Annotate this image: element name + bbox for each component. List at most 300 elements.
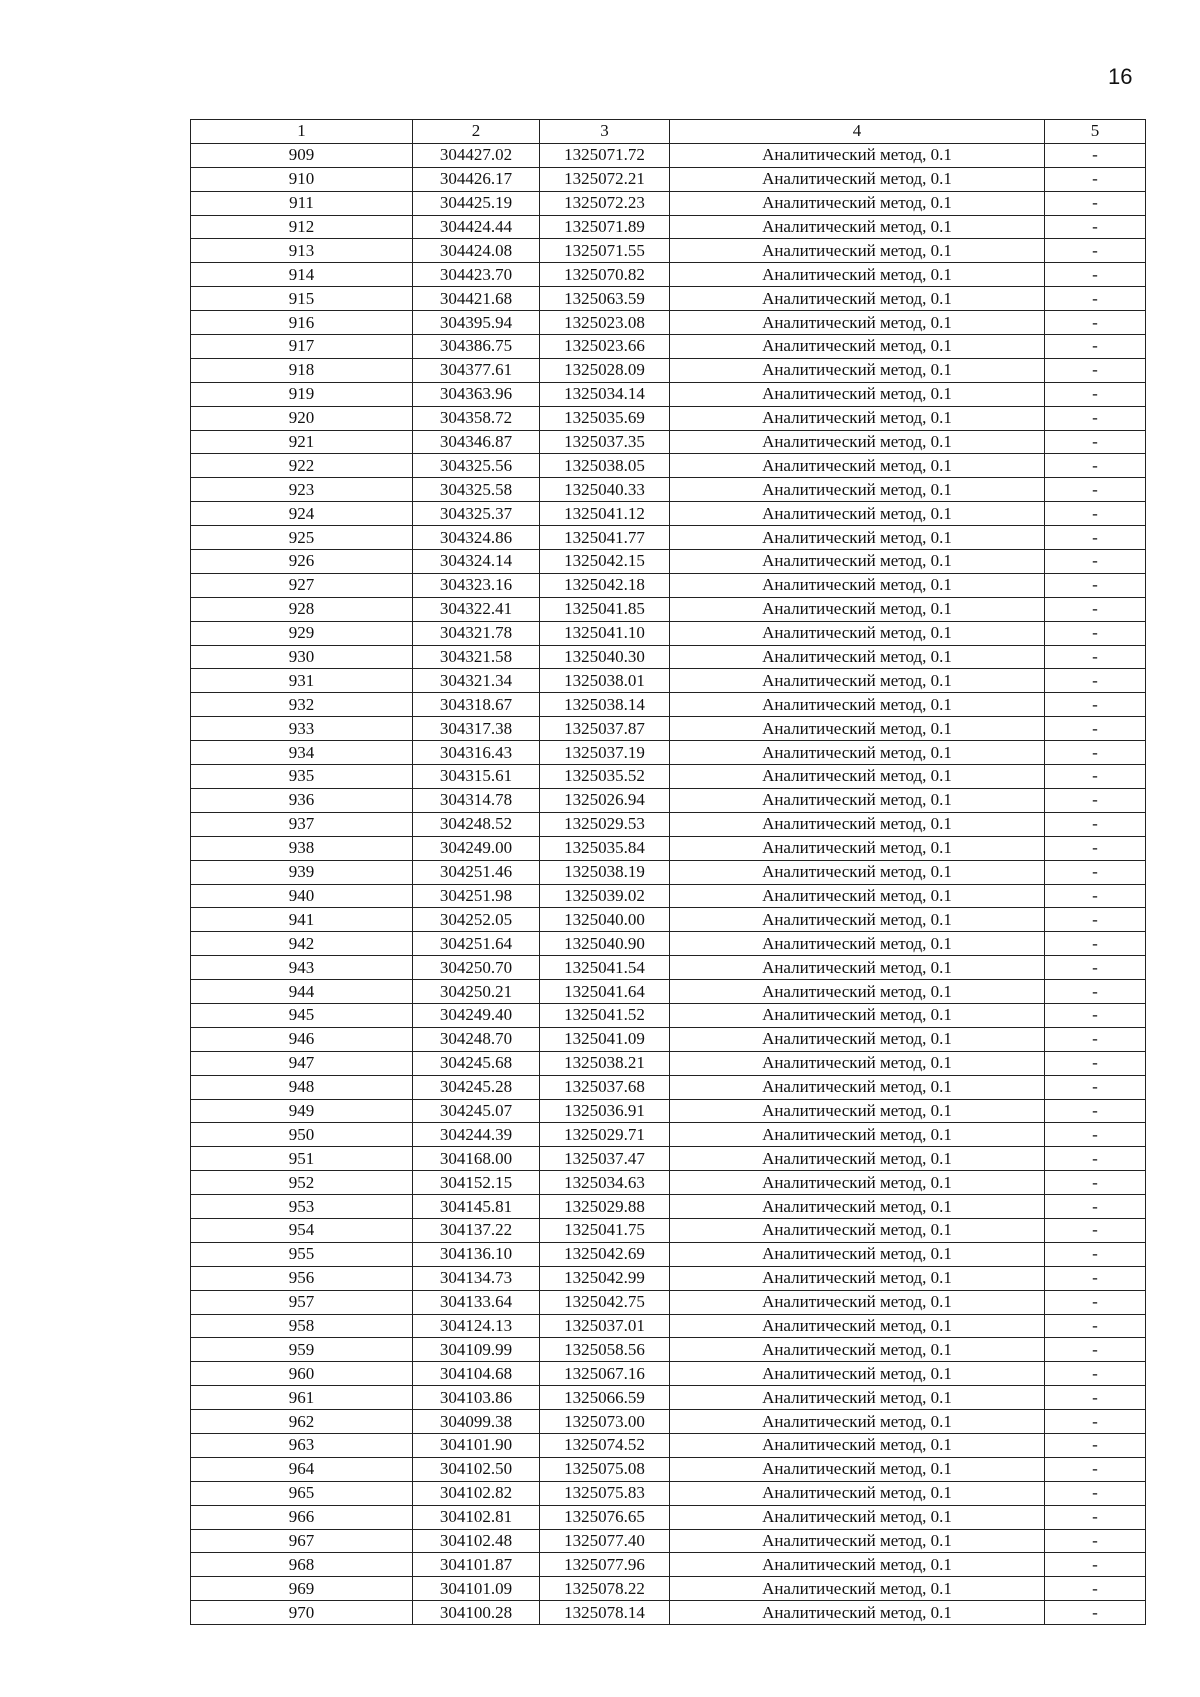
x-coordinate-cell: 304103.86 (413, 1386, 540, 1410)
x-coordinate-cell: 304136.10 (413, 1242, 540, 1266)
method-accuracy-cell: Аналитический метод, 0.1 (670, 1386, 1045, 1410)
note-cell: - (1045, 717, 1146, 741)
method-accuracy-cell: Аналитический метод, 0.1 (670, 1362, 1045, 1386)
note-cell: - (1045, 980, 1146, 1004)
point-number-cell: 937 (191, 812, 413, 836)
note-cell: - (1045, 526, 1146, 550)
method-accuracy-cell: Аналитический метод, 0.1 (670, 1481, 1045, 1505)
point-number-cell: 943 (191, 956, 413, 980)
note-cell: - (1045, 765, 1146, 789)
method-accuracy-cell: Аналитический метод, 0.1 (670, 382, 1045, 406)
x-coordinate-cell: 304386.75 (413, 335, 540, 359)
y-coordinate-cell: 1325076.65 (540, 1505, 670, 1529)
table-row (191, 1433, 1146, 1457)
method-accuracy-cell: Аналитический метод, 0.1 (670, 287, 1045, 311)
table-row (191, 812, 1146, 836)
table-row (191, 1290, 1146, 1314)
method-accuracy-cell: Аналитический метод, 0.1 (670, 693, 1045, 717)
x-coordinate-cell: 304102.82 (413, 1481, 540, 1505)
table-row (191, 335, 1146, 359)
x-coordinate-cell: 304324.14 (413, 550, 540, 574)
y-coordinate-cell: 1325077.96 (540, 1553, 670, 1577)
x-coordinate-cell: 304363.96 (413, 382, 540, 406)
point-number-cell: 940 (191, 884, 413, 908)
point-number-cell: 970 (191, 1601, 413, 1625)
x-coordinate-cell: 304124.13 (413, 1314, 540, 1338)
x-coordinate-cell: 304248.52 (413, 812, 540, 836)
point-number-cell: 917 (191, 335, 413, 359)
point-number-cell: 958 (191, 1314, 413, 1338)
x-coordinate-cell: 304133.64 (413, 1290, 540, 1314)
note-cell: - (1045, 1075, 1146, 1099)
note-cell: - (1045, 406, 1146, 430)
table-row (191, 836, 1146, 860)
x-coordinate-cell: 304321.58 (413, 645, 540, 669)
method-accuracy-cell: Аналитический метод, 0.1 (670, 836, 1045, 860)
point-number-cell: 960 (191, 1362, 413, 1386)
x-coordinate-cell: 304325.58 (413, 478, 540, 502)
method-accuracy-cell: Аналитический метод, 0.1 (670, 406, 1045, 430)
method-accuracy-cell: Аналитический метод, 0.1 (670, 143, 1045, 167)
x-coordinate-cell: 304324.86 (413, 526, 540, 550)
point-number-cell: 961 (191, 1386, 413, 1410)
y-coordinate-cell: 1325058.56 (540, 1338, 670, 1362)
y-coordinate-cell: 1325023.08 (540, 311, 670, 335)
x-coordinate-cell: 304315.61 (413, 765, 540, 789)
note-cell: - (1045, 263, 1146, 287)
point-number-cell: 968 (191, 1553, 413, 1577)
y-coordinate-cell: 1325034.63 (540, 1171, 670, 1195)
y-coordinate-cell: 1325042.15 (540, 550, 670, 574)
note-cell: - (1045, 1171, 1146, 1195)
point-number-cell: 969 (191, 1577, 413, 1601)
table-row (191, 191, 1146, 215)
table-row (191, 621, 1146, 645)
method-accuracy-cell: Аналитический метод, 0.1 (670, 788, 1045, 812)
point-number-cell: 944 (191, 980, 413, 1004)
y-coordinate-cell: 1325071.55 (540, 239, 670, 263)
point-number-cell: 945 (191, 1003, 413, 1027)
note-cell: - (1045, 1505, 1146, 1529)
method-accuracy-cell: Аналитический метод, 0.1 (670, 1051, 1045, 1075)
table-row (191, 143, 1146, 167)
point-number-cell: 963 (191, 1433, 413, 1457)
point-number-cell: 920 (191, 406, 413, 430)
point-number-cell: 948 (191, 1075, 413, 1099)
y-coordinate-cell: 1325040.90 (540, 932, 670, 956)
y-coordinate-cell: 1325038.19 (540, 860, 670, 884)
y-coordinate-cell: 1325063.59 (540, 287, 670, 311)
x-coordinate-cell: 304321.34 (413, 669, 540, 693)
y-coordinate-cell: 1325071.72 (540, 143, 670, 167)
y-coordinate-cell: 1325035.84 (540, 836, 670, 860)
point-number-cell: 935 (191, 765, 413, 789)
table-row (191, 215, 1146, 239)
method-accuracy-cell: Аналитический метод, 0.1 (670, 908, 1045, 932)
x-coordinate-cell: 304101.87 (413, 1553, 540, 1577)
note-cell: - (1045, 741, 1146, 765)
x-coordinate-cell: 304102.50 (413, 1457, 540, 1481)
table-row (191, 1386, 1146, 1410)
table-row (191, 1553, 1146, 1577)
note-cell: - (1045, 812, 1146, 836)
method-accuracy-cell: Аналитический метод, 0.1 (670, 741, 1045, 765)
x-coordinate-cell: 304245.68 (413, 1051, 540, 1075)
point-number-cell: 922 (191, 454, 413, 478)
note-cell: - (1045, 1553, 1146, 1577)
note-cell: - (1045, 860, 1146, 884)
note-cell: - (1045, 550, 1146, 574)
table-row (191, 1099, 1146, 1123)
note-cell: - (1045, 1362, 1146, 1386)
point-number-cell: 942 (191, 932, 413, 956)
note-cell: - (1045, 1410, 1146, 1434)
note-cell: - (1045, 1123, 1146, 1147)
method-accuracy-cell: Аналитический метод, 0.1 (670, 1505, 1045, 1529)
note-cell: - (1045, 956, 1146, 980)
x-coordinate-cell: 304427.02 (413, 143, 540, 167)
x-coordinate-cell: 304101.09 (413, 1577, 540, 1601)
point-number-cell: 927 (191, 573, 413, 597)
y-coordinate-cell: 1325041.09 (540, 1027, 670, 1051)
method-accuracy-cell: Аналитический метод, 0.1 (670, 335, 1045, 359)
y-coordinate-cell: 1325041.75 (540, 1218, 670, 1242)
table-header-row (191, 120, 1146, 144)
point-number-cell: 933 (191, 717, 413, 741)
method-accuracy-cell: Аналитический метод, 0.1 (670, 1577, 1045, 1601)
x-coordinate-cell: 304424.08 (413, 239, 540, 263)
point-number-cell: 924 (191, 502, 413, 526)
x-coordinate-cell: 304152.15 (413, 1171, 540, 1195)
y-coordinate-cell: 1325037.87 (540, 717, 670, 741)
note-cell: - (1045, 1457, 1146, 1481)
note-cell: - (1045, 1314, 1146, 1338)
note-cell: - (1045, 239, 1146, 263)
point-number-cell: 946 (191, 1027, 413, 1051)
method-accuracy-cell: Аналитический метод, 0.1 (670, 1601, 1045, 1625)
table-row (191, 311, 1146, 335)
x-coordinate-cell: 304102.81 (413, 1505, 540, 1529)
method-accuracy-cell: Аналитический метод, 0.1 (670, 215, 1045, 239)
note-cell: - (1045, 884, 1146, 908)
method-accuracy-cell: Аналитический метод, 0.1 (670, 1529, 1045, 1553)
point-number-cell: 964 (191, 1457, 413, 1481)
note-cell: - (1045, 1003, 1146, 1027)
point-number-cell: 956 (191, 1266, 413, 1290)
point-number-cell: 926 (191, 550, 413, 574)
x-coordinate-cell: 304424.44 (413, 215, 540, 239)
x-coordinate-cell: 304316.43 (413, 741, 540, 765)
y-coordinate-cell: 1325041.52 (540, 1003, 670, 1027)
point-number-cell: 962 (191, 1410, 413, 1434)
x-coordinate-cell: 304346.87 (413, 430, 540, 454)
table-row (191, 263, 1146, 287)
note-cell: - (1045, 430, 1146, 454)
method-accuracy-cell: Аналитический метод, 0.1 (670, 1457, 1045, 1481)
y-coordinate-cell: 1325075.08 (540, 1457, 670, 1481)
y-coordinate-cell: 1325029.53 (540, 812, 670, 836)
method-accuracy-cell: Аналитический метод, 0.1 (670, 597, 1045, 621)
note-cell: - (1045, 1386, 1146, 1410)
method-accuracy-cell: Аналитический метод, 0.1 (670, 812, 1045, 836)
y-coordinate-cell: 1325072.23 (540, 191, 670, 215)
table-row (191, 1218, 1146, 1242)
y-coordinate-cell: 1325073.00 (540, 1410, 670, 1434)
y-coordinate-cell: 1325029.88 (540, 1195, 670, 1219)
note-cell: - (1045, 1027, 1146, 1051)
y-coordinate-cell: 1325038.21 (540, 1051, 670, 1075)
table-row (191, 1601, 1146, 1625)
table-row (191, 550, 1146, 574)
table-row (191, 884, 1146, 908)
point-number-cell: 950 (191, 1123, 413, 1147)
table-row (191, 358, 1146, 382)
method-accuracy-cell: Аналитический метод, 0.1 (670, 621, 1045, 645)
method-accuracy-cell: Аналитический метод, 0.1 (670, 1147, 1045, 1171)
x-coordinate-cell: 304168.00 (413, 1147, 540, 1171)
method-accuracy-cell: Аналитический метод, 0.1 (670, 263, 1045, 287)
point-number-cell: 930 (191, 645, 413, 669)
table-row (191, 860, 1146, 884)
y-coordinate-cell: 1325041.54 (540, 956, 670, 980)
table-row (191, 717, 1146, 741)
y-coordinate-cell: 1325041.10 (540, 621, 670, 645)
x-coordinate-cell: 304109.99 (413, 1338, 540, 1362)
point-number-cell: 957 (191, 1290, 413, 1314)
note-cell: - (1045, 788, 1146, 812)
point-number-cell: 915 (191, 287, 413, 311)
method-accuracy-cell: Аналитический метод, 0.1 (670, 167, 1045, 191)
method-accuracy-cell: Аналитический метод, 0.1 (670, 1314, 1045, 1338)
table-row (191, 287, 1146, 311)
page-number: 16 (1108, 64, 1133, 89)
column-header: 1 (191, 120, 413, 144)
x-coordinate-cell: 304099.38 (413, 1410, 540, 1434)
method-accuracy-cell: Аналитический метод, 0.1 (670, 526, 1045, 550)
method-accuracy-cell: Аналитический метод, 0.1 (670, 239, 1045, 263)
table-row (191, 1027, 1146, 1051)
y-coordinate-cell: 1325041.85 (540, 597, 670, 621)
y-coordinate-cell: 1325034.14 (540, 382, 670, 406)
point-number-cell: 947 (191, 1051, 413, 1075)
x-coordinate-cell: 304323.16 (413, 573, 540, 597)
y-coordinate-cell: 1325029.71 (540, 1123, 670, 1147)
table-row (191, 526, 1146, 550)
x-coordinate-cell: 304325.37 (413, 502, 540, 526)
point-number-cell: 952 (191, 1171, 413, 1195)
x-coordinate-cell: 304251.46 (413, 860, 540, 884)
table-row (191, 1195, 1146, 1219)
x-coordinate-cell: 304101.90 (413, 1433, 540, 1457)
y-coordinate-cell: 1325040.33 (540, 478, 670, 502)
table-row (191, 1481, 1146, 1505)
table-row (191, 932, 1146, 956)
method-accuracy-cell: Аналитический метод, 0.1 (670, 1242, 1045, 1266)
method-accuracy-cell: Аналитический метод, 0.1 (670, 573, 1045, 597)
method-accuracy-cell: Аналитический метод, 0.1 (670, 502, 1045, 526)
y-coordinate-cell: 1325038.01 (540, 669, 670, 693)
x-coordinate-cell: 304248.70 (413, 1027, 540, 1051)
table-row (191, 741, 1146, 765)
table-row (191, 1505, 1146, 1529)
x-coordinate-cell: 304251.64 (413, 932, 540, 956)
x-coordinate-cell: 304377.61 (413, 358, 540, 382)
y-coordinate-cell: 1325038.14 (540, 693, 670, 717)
note-cell: - (1045, 311, 1146, 335)
note-cell: - (1045, 1218, 1146, 1242)
note-cell: - (1045, 454, 1146, 478)
method-accuracy-cell: Аналитический метод, 0.1 (670, 956, 1045, 980)
method-accuracy-cell: Аналитический метод, 0.1 (670, 311, 1045, 335)
x-coordinate-cell: 304104.68 (413, 1362, 540, 1386)
table-body (191, 143, 1146, 1624)
method-accuracy-cell: Аналитический метод, 0.1 (670, 191, 1045, 215)
note-cell: - (1045, 167, 1146, 191)
x-coordinate-cell: 304322.41 (413, 597, 540, 621)
method-accuracy-cell: Аналитический метод, 0.1 (670, 1195, 1045, 1219)
y-coordinate-cell: 1325037.35 (540, 430, 670, 454)
point-number-cell: 965 (191, 1481, 413, 1505)
note-cell: - (1045, 358, 1146, 382)
note-cell: - (1045, 1481, 1146, 1505)
table-row (191, 1314, 1146, 1338)
point-number-cell: 936 (191, 788, 413, 812)
note-cell: - (1045, 1147, 1146, 1171)
point-number-cell: 959 (191, 1338, 413, 1362)
x-coordinate-cell: 304318.67 (413, 693, 540, 717)
point-number-cell: 954 (191, 1218, 413, 1242)
method-accuracy-cell: Аналитический метод, 0.1 (670, 550, 1045, 574)
method-accuracy-cell: Аналитический метод, 0.1 (670, 454, 1045, 478)
note-cell: - (1045, 335, 1146, 359)
method-accuracy-cell: Аналитический метод, 0.1 (670, 884, 1045, 908)
table-row (191, 1171, 1146, 1195)
note-cell: - (1045, 191, 1146, 215)
table-row (191, 1051, 1146, 1075)
x-coordinate-cell: 304321.78 (413, 621, 540, 645)
point-number-cell: 921 (191, 430, 413, 454)
table-row (191, 1410, 1146, 1434)
table-row (191, 956, 1146, 980)
table-row (191, 1362, 1146, 1386)
y-coordinate-cell: 1325042.18 (540, 573, 670, 597)
table-row (191, 573, 1146, 597)
method-accuracy-cell: Аналитический метод, 0.1 (670, 1027, 1045, 1051)
note-cell: - (1045, 1529, 1146, 1553)
y-coordinate-cell: 1325035.69 (540, 406, 670, 430)
note-cell: - (1045, 1433, 1146, 1457)
method-accuracy-cell: Аналитический метод, 0.1 (670, 1218, 1045, 1242)
method-accuracy-cell: Аналитический метод, 0.1 (670, 1553, 1045, 1577)
method-accuracy-cell: Аналитический метод, 0.1 (670, 1410, 1045, 1434)
table-row (191, 908, 1146, 932)
y-coordinate-cell: 1325042.69 (540, 1242, 670, 1266)
table-row (191, 478, 1146, 502)
y-coordinate-cell: 1325035.52 (540, 765, 670, 789)
x-coordinate-cell: 304137.22 (413, 1218, 540, 1242)
y-coordinate-cell: 1325039.02 (540, 884, 670, 908)
y-coordinate-cell: 1325067.16 (540, 1362, 670, 1386)
y-coordinate-cell: 1325078.14 (540, 1601, 670, 1625)
y-coordinate-cell: 1325077.40 (540, 1529, 670, 1553)
method-accuracy-cell: Аналитический метод, 0.1 (670, 1290, 1045, 1314)
point-number-cell: 923 (191, 478, 413, 502)
column-header: 5 (1045, 120, 1146, 144)
note-cell: - (1045, 597, 1146, 621)
y-coordinate-cell: 1325041.12 (540, 502, 670, 526)
x-coordinate-cell: 304426.17 (413, 167, 540, 191)
point-number-cell: 941 (191, 908, 413, 932)
y-coordinate-cell: 1325042.99 (540, 1266, 670, 1290)
note-cell: - (1045, 1195, 1146, 1219)
column-header: 4 (670, 120, 1045, 144)
table-row (191, 1003, 1146, 1027)
coordinates-table (190, 119, 1146, 1625)
x-coordinate-cell: 304249.40 (413, 1003, 540, 1027)
table-row (191, 765, 1146, 789)
point-number-cell: 925 (191, 526, 413, 550)
y-coordinate-cell: 1325040.00 (540, 908, 670, 932)
y-coordinate-cell: 1325023.66 (540, 335, 670, 359)
x-coordinate-cell: 304102.48 (413, 1529, 540, 1553)
y-coordinate-cell: 1325078.22 (540, 1577, 670, 1601)
point-number-cell: 938 (191, 836, 413, 860)
y-coordinate-cell: 1325036.91 (540, 1099, 670, 1123)
table-row (191, 454, 1146, 478)
note-cell: - (1045, 1051, 1146, 1075)
table-row (191, 693, 1146, 717)
method-accuracy-cell: Аналитический метод, 0.1 (670, 669, 1045, 693)
note-cell: - (1045, 1290, 1146, 1314)
note-cell: - (1045, 621, 1146, 645)
y-coordinate-cell: 1325072.21 (540, 167, 670, 191)
method-accuracy-cell: Аналитический метод, 0.1 (670, 1003, 1045, 1027)
x-coordinate-cell: 304421.68 (413, 287, 540, 311)
table-row (191, 430, 1146, 454)
method-accuracy-cell: Аналитический метод, 0.1 (670, 1123, 1045, 1147)
y-coordinate-cell: 1325074.52 (540, 1433, 670, 1457)
y-coordinate-cell: 1325037.47 (540, 1147, 670, 1171)
point-number-cell: 955 (191, 1242, 413, 1266)
x-coordinate-cell: 304314.78 (413, 788, 540, 812)
method-accuracy-cell: Аналитический метод, 0.1 (670, 1433, 1045, 1457)
table-row (191, 502, 1146, 526)
x-coordinate-cell: 304395.94 (413, 311, 540, 335)
note-cell: - (1045, 932, 1146, 956)
note-cell: - (1045, 836, 1146, 860)
table-row (191, 406, 1146, 430)
point-number-cell: 909 (191, 143, 413, 167)
table-row (191, 980, 1146, 1004)
table-row (191, 645, 1146, 669)
x-coordinate-cell: 304249.00 (413, 836, 540, 860)
x-coordinate-cell: 304245.28 (413, 1075, 540, 1099)
x-coordinate-cell: 304251.98 (413, 884, 540, 908)
table-row (191, 1075, 1146, 1099)
point-number-cell: 939 (191, 860, 413, 884)
x-coordinate-cell: 304250.70 (413, 956, 540, 980)
y-coordinate-cell: 1325037.68 (540, 1075, 670, 1099)
note-cell: - (1045, 669, 1146, 693)
note-cell: - (1045, 502, 1146, 526)
point-number-cell: 928 (191, 597, 413, 621)
y-coordinate-cell: 1325026.94 (540, 788, 670, 812)
x-coordinate-cell: 304317.38 (413, 717, 540, 741)
method-accuracy-cell: Аналитический метод, 0.1 (670, 1338, 1045, 1362)
x-coordinate-cell: 304145.81 (413, 1195, 540, 1219)
point-number-cell: 953 (191, 1195, 413, 1219)
y-coordinate-cell: 1325075.83 (540, 1481, 670, 1505)
